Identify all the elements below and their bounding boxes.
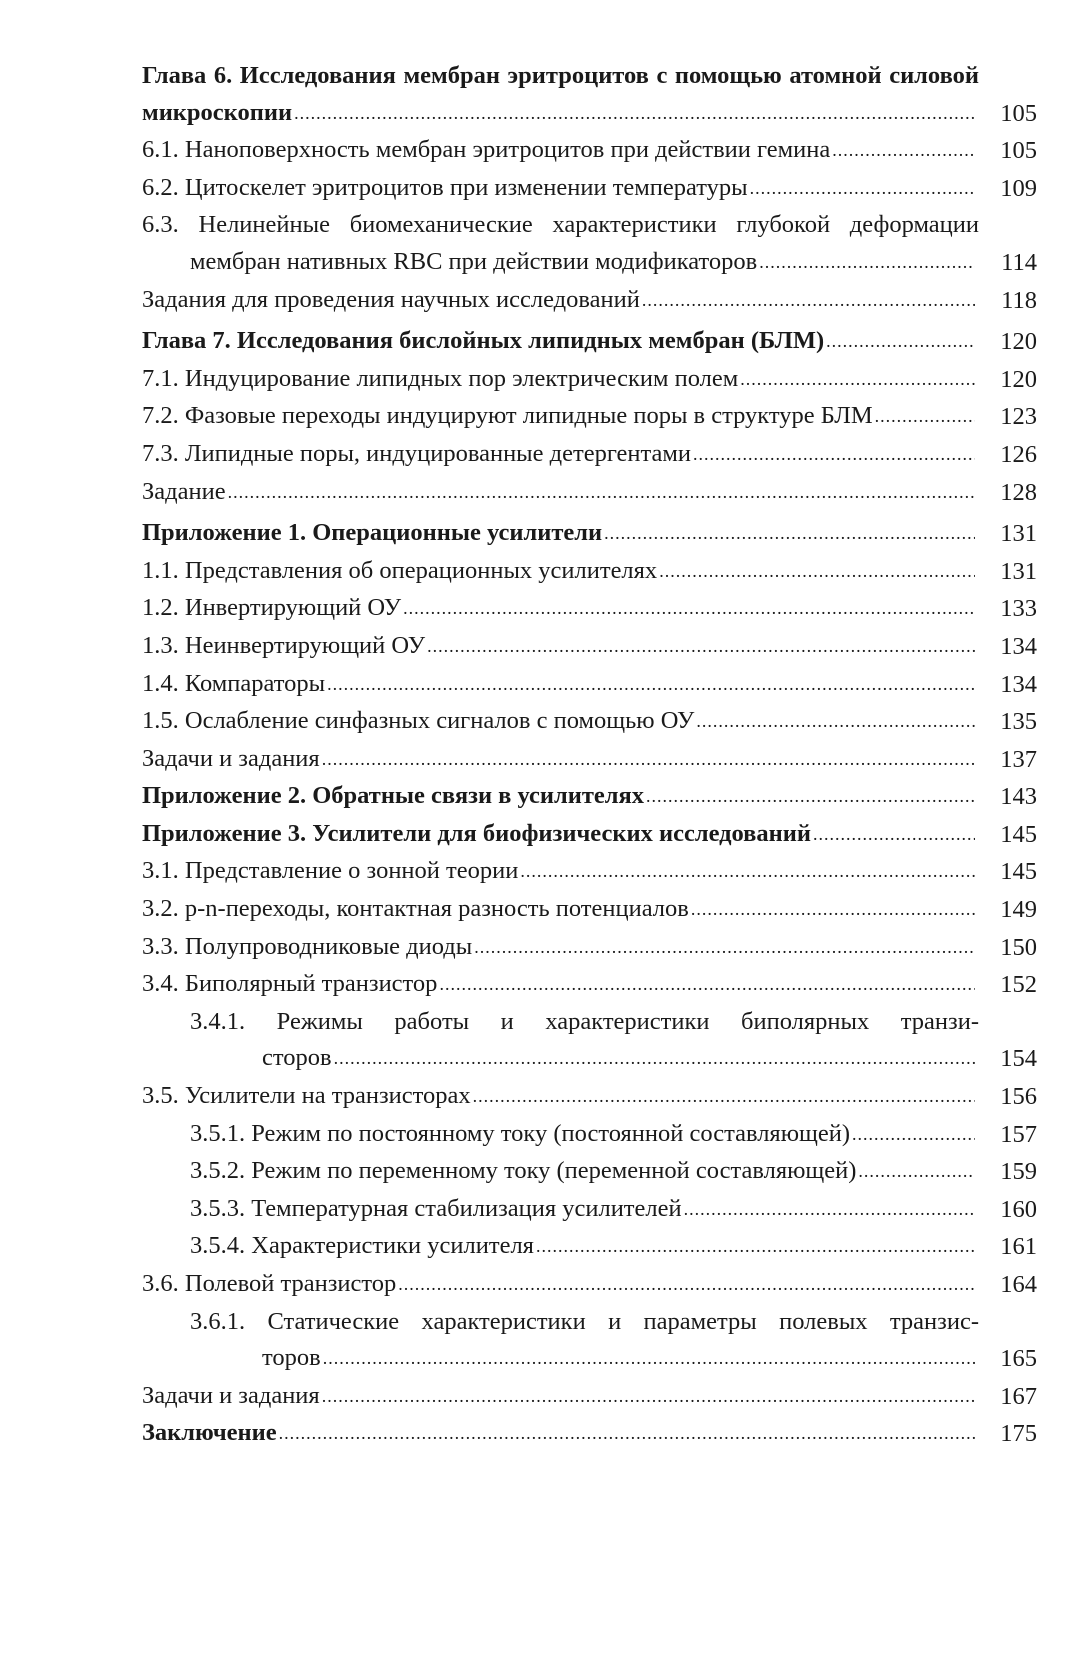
toc-entry-text	[142, 398, 979, 436]
toc-entry	[142, 553, 1037, 591]
dot-leader	[427, 628, 975, 665]
toc-entry-title: 7.1. Индуцирование липидных пор электрическим полем	[142, 364, 739, 392]
toc-page-number: 128	[1000, 478, 1037, 506]
toc-entry-title: 3.1. Представление о зонной теории	[142, 857, 519, 885]
toc-entry-text	[142, 816, 979, 854]
toc-entry-text	[142, 436, 979, 474]
dot-leader	[294, 95, 975, 132]
dot-leader	[684, 1191, 975, 1228]
toc-page-number: 167	[1000, 1382, 1037, 1410]
dot-leader	[740, 361, 975, 398]
toc-entry	[142, 590, 1037, 628]
toc-entry-title: 3.5.3. Температурная стабилизация усилителей	[190, 1194, 682, 1222]
toc-entry	[142, 1415, 1037, 1453]
toc-page-number: 161	[1000, 1233, 1037, 1261]
toc-entry	[142, 666, 1037, 704]
toc-entry-text	[142, 741, 979, 779]
toc-entry-title-line: 6.3. Нелинейные биомеханические характеристики глубокой деформации	[142, 211, 979, 239]
toc-entry-text	[190, 1228, 979, 1266]
toc-entry-title: 3.3. Полупроводниковые диоды	[142, 932, 473, 960]
toc-page-number: 165	[1000, 1345, 1037, 1373]
dot-leader	[832, 132, 975, 169]
dot-leader	[750, 170, 975, 207]
toc-entry	[142, 966, 1037, 1004]
toc-entry-text	[142, 891, 979, 929]
toc-entry-title: сторов	[262, 1044, 332, 1072]
dot-leader	[659, 553, 975, 590]
dot-leader	[875, 398, 975, 435]
toc-entry-text	[142, 515, 979, 553]
dot-leader	[327, 666, 975, 703]
toc-entry	[142, 1153, 1037, 1191]
toc-entry	[142, 741, 1037, 779]
toc-entry-title: 3.6. Полевой транзистор	[142, 1270, 397, 1297]
toc-page-number: 114	[1001, 248, 1037, 276]
toc-entry-title: 7.3. Липидные поры, индуцированные детергентами	[142, 439, 692, 467]
toc-entry-text	[190, 1191, 979, 1229]
toc-entry-text	[142, 282, 979, 320]
toc-entry	[142, 1078, 1037, 1116]
toc-entry-title-line: 3.6.1. Статические характеристики и параметры полевых транзис-	[190, 1307, 979, 1335]
toc-entry-title: 6.1. Наноповерхность мембран эритроцитов при действии гемина	[142, 136, 831, 164]
toc-page-number: 118	[1001, 286, 1037, 314]
toc-entry-text	[190, 1004, 979, 1078]
toc-page-number: 157	[1000, 1120, 1037, 1148]
dot-leader	[439, 966, 975, 1003]
toc-entry	[142, 170, 1037, 208]
toc-entry-text	[142, 474, 979, 512]
toc-entry	[142, 361, 1037, 399]
dot-leader	[520, 853, 975, 890]
toc-entry-text	[142, 58, 979, 132]
dot-leader	[696, 703, 975, 740]
toc-entry	[142, 1228, 1037, 1266]
toc-entry-text	[142, 132, 979, 170]
toc-entry-title: 1.5. Ослабление синфазных сигналов с помощью ОУ	[142, 707, 695, 735]
toc-entry-text	[142, 1415, 979, 1453]
toc-page-number: 175	[1000, 1420, 1037, 1448]
toc-entry-title: Приложение 2. Обратные связи в усилителях	[142, 782, 645, 810]
toc-page-number: 137	[1000, 745, 1037, 773]
toc-entry-text	[142, 323, 979, 361]
toc-entry	[142, 1266, 1037, 1304]
dot-leader	[813, 816, 975, 853]
toc-entry-title: 1.4. Компараторы	[142, 669, 326, 697]
toc-entry	[142, 436, 1037, 474]
toc-entry-title: 3.5. Усилители на транзисторах	[142, 1082, 471, 1110]
toc-entry-title: мембран нативных RBC при действии модификаторов	[190, 247, 758, 275]
dot-leader	[691, 891, 975, 928]
toc-page-number: 135	[1000, 708, 1037, 736]
dot-leader	[279, 1415, 975, 1452]
toc-entry-title: микроскопии	[142, 98, 293, 126]
toc-entry-text	[142, 170, 979, 208]
toc-page-number: 134	[1000, 670, 1037, 698]
toc-entry-title-line: 3.4.1. Режимы работы и характеристики биполярных транзи-	[190, 1007, 979, 1035]
toc-entry-title: торов	[262, 1344, 321, 1372]
toc-entry	[142, 1004, 1037, 1078]
toc-entry	[142, 58, 1037, 132]
toc-entry	[142, 323, 1037, 361]
toc-entry-text	[142, 929, 979, 967]
toc-entry-text	[190, 1116, 979, 1154]
toc-page-number: 109	[1000, 174, 1037, 202]
toc-entry	[142, 703, 1037, 741]
dot-leader	[322, 741, 975, 778]
toc-page-number: 131	[1000, 520, 1037, 548]
dot-leader	[474, 929, 975, 966]
toc-entry-title: Глава 7. Исследования бислойных липидных мембран (БЛМ)	[142, 327, 825, 355]
toc-entry-title: Задачи и задания	[142, 1381, 320, 1409]
dot-leader	[642, 282, 975, 319]
toc-entry-text	[190, 1304, 979, 1378]
toc-entry-title: Задания для проведения научных исследований	[142, 285, 640, 313]
toc-entry	[142, 207, 1037, 281]
dot-leader	[693, 436, 975, 473]
toc-entry-title: Приложение 3. Усилители для биофизических исследований	[142, 819, 811, 847]
toc-entry	[142, 282, 1037, 320]
toc-page-number: 164	[1000, 1271, 1037, 1298]
toc-page-number: 134	[1000, 632, 1037, 660]
toc-entry	[142, 891, 1037, 929]
toc-page-number: 126	[1000, 440, 1037, 468]
dot-leader	[826, 323, 975, 360]
toc-page-number: 156	[1000, 1083, 1037, 1111]
dot-leader	[403, 590, 975, 627]
toc-entry-text	[142, 1078, 979, 1116]
toc-entry-text	[142, 207, 979, 281]
toc-entry-title: 3.4. Биполярный транзистор	[142, 970, 438, 998]
dot-leader	[228, 474, 975, 511]
toc-page-number: 133	[1000, 595, 1037, 623]
toc-page-number: 123	[1000, 403, 1037, 431]
toc-entry	[142, 132, 1037, 170]
dot-leader	[398, 1266, 975, 1303]
toc-entry-title: 3.5.2. Режим по переменному току (переменной составляющей)	[190, 1157, 857, 1185]
toc-page-number: 131	[1000, 557, 1037, 585]
toc-entry-title-line: Глава 6. Исследования мембран эритроцитов с помощью атомной силовой	[142, 62, 979, 89]
dot-leader	[646, 778, 975, 815]
toc-entry-title: 3.2. p-n-переходы, контактная разность потенциалов	[142, 895, 689, 923]
toc-entry-text	[142, 553, 979, 591]
toc-entry-title: 1.1. Представления об операционных усилителях	[142, 556, 658, 584]
toc-entry-text	[142, 1266, 979, 1304]
toc-page-number: 159	[1000, 1158, 1037, 1186]
toc-page-number: 105	[1000, 137, 1037, 165]
dot-leader	[473, 1078, 975, 1115]
toc-page-number: 149	[1000, 896, 1037, 924]
dot-leader	[322, 1378, 975, 1415]
toc-entry-text	[142, 666, 979, 704]
toc-entry	[142, 1191, 1037, 1229]
toc-entry-title: Заключение	[142, 1419, 277, 1447]
dot-leader	[759, 244, 975, 281]
toc-page-number: 150	[1000, 933, 1037, 961]
dot-leader	[323, 1340, 975, 1377]
toc-entry-title: 7.2. Фазовые переходы индуцируют липидные поры в структуре БЛМ	[142, 402, 873, 430]
toc-entry-text	[142, 628, 979, 666]
toc-entry-title: Приложение 1. Операционные усилители	[142, 519, 603, 547]
toc-page-number: 120	[1000, 328, 1037, 356]
toc-page-number: 160	[1000, 1195, 1037, 1223]
toc-entry-title: 3.5.1. Режим по постоянному току (постоянной составляющей)	[190, 1119, 851, 1147]
toc-entry-text	[142, 966, 979, 1004]
toc-entry	[142, 515, 1037, 553]
toc-entry-text	[190, 1153, 979, 1191]
toc-page-number: 145	[1000, 820, 1037, 848]
toc-entry	[142, 853, 1037, 891]
toc-entry	[142, 474, 1037, 512]
toc-entry-title: 1.3. Неинвертирующий ОУ	[142, 631, 426, 659]
toc-page-number: 120	[1000, 365, 1037, 393]
toc-entry-title: Задачи и задания	[142, 744, 320, 772]
toc-entry-title: 3.5.4. Характеристики усилителя	[190, 1232, 534, 1260]
table-of-contents	[142, 58, 1037, 1453]
toc-entry	[142, 628, 1037, 666]
toc-entry	[142, 1116, 1037, 1154]
toc-entry-text	[142, 853, 979, 891]
toc-entry	[142, 778, 1037, 816]
dot-leader	[858, 1153, 975, 1190]
dot-leader	[334, 1040, 975, 1077]
toc-entry	[142, 1304, 1037, 1378]
toc-entry	[142, 1378, 1037, 1416]
toc-page-number: 145	[1000, 858, 1037, 886]
toc-entry	[142, 929, 1037, 967]
toc-entry-text	[142, 1378, 979, 1416]
toc-page-number: 152	[1000, 971, 1037, 999]
toc-entry-text	[142, 361, 979, 399]
dot-leader	[852, 1116, 975, 1153]
toc-page-number: 143	[1000, 783, 1037, 811]
toc-entry	[142, 816, 1037, 854]
toc-page-number: 105	[1000, 99, 1037, 127]
toc-entry	[142, 398, 1037, 436]
toc-entry-title: 1.2. Инвертирующий ОУ	[142, 594, 402, 622]
toc-entry-text	[142, 778, 979, 816]
dot-leader	[536, 1228, 975, 1265]
toc-entry-text	[142, 590, 979, 628]
toc-page-number: 154	[1000, 1045, 1037, 1073]
toc-entry-text	[142, 703, 979, 741]
toc-entry-title: Задание	[142, 477, 226, 505]
dot-leader	[604, 515, 975, 552]
toc-entry-title: 6.2. Цитоскелет эритроцитов при изменении температуры	[142, 173, 748, 201]
